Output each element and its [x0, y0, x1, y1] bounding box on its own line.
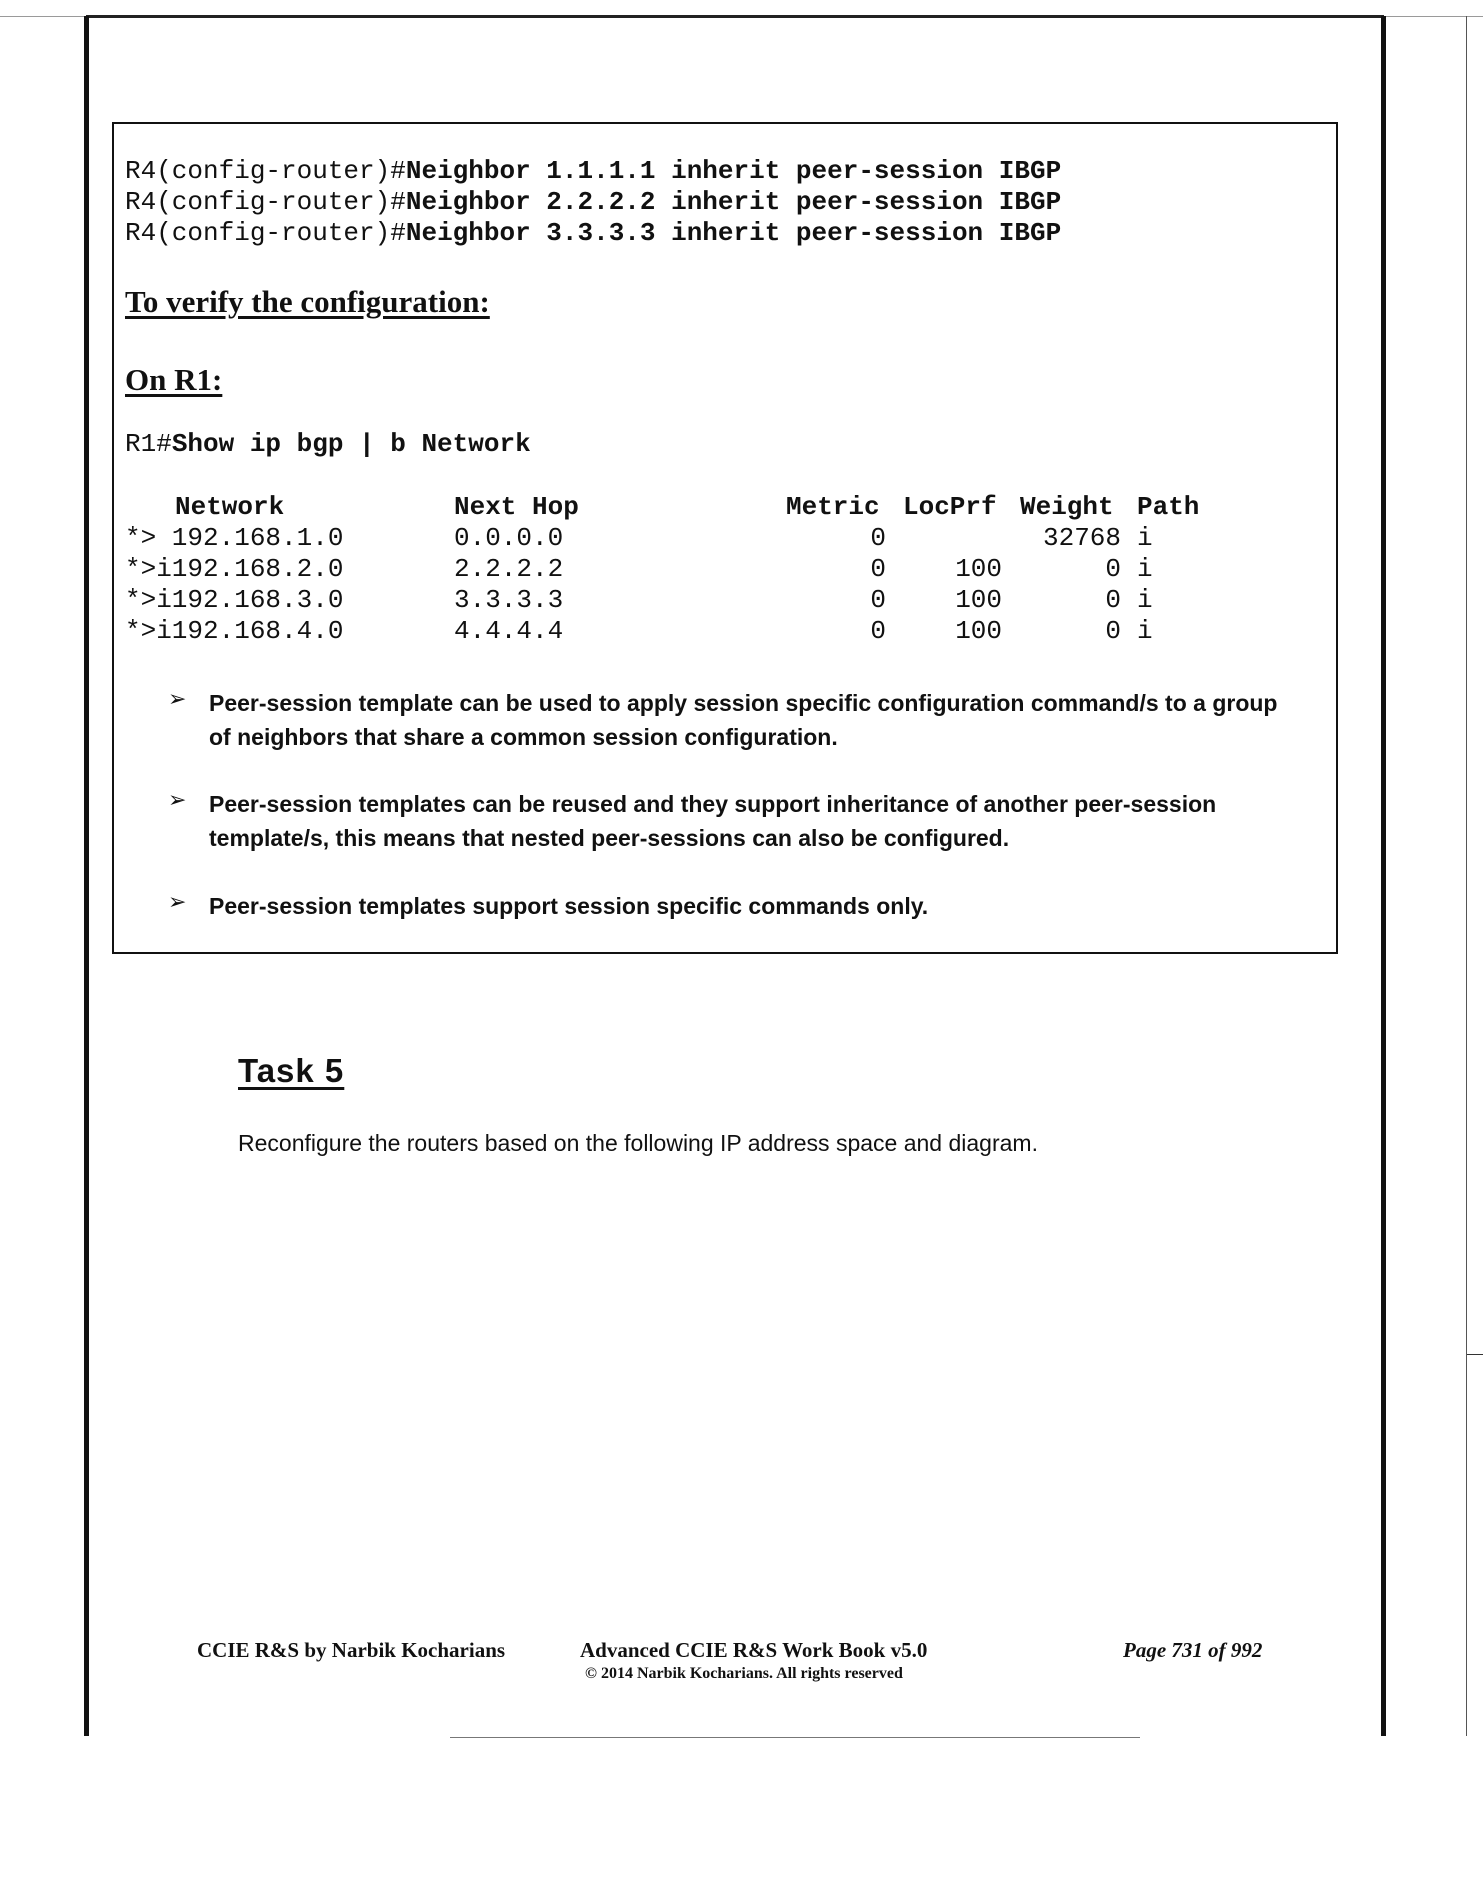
page-left-border	[84, 16, 89, 1736]
cell-next-hop: 3.3.3.3	[454, 585, 564, 615]
footer-copyright: © 2014 Narbik Kocharians. All rights reserved	[585, 1665, 903, 1682]
header-next-hop: Next Hop	[454, 492, 579, 522]
cell-weight: 0	[1105, 616, 1121, 646]
cell-locprf: 100	[955, 554, 1002, 584]
page-bottom-rule	[450, 1737, 1140, 1738]
cell-weight: 0	[1105, 585, 1121, 615]
cell-locprf: 100	[955, 616, 1002, 646]
page-edge-line	[1466, 16, 1467, 1736]
cli-command: Neighbor 1.1.1.1 inherit peer-session IBGP	[405, 156, 1062, 186]
config-command-line	[125, 218, 1061, 249]
cell-metric: 0	[870, 616, 886, 646]
cell-network: *>i192.168.4.0	[125, 616, 344, 646]
cell-path: i	[1137, 523, 1153, 553]
cell-path: i	[1137, 554, 1153, 584]
config-command-line	[125, 156, 1061, 187]
show-command-line	[125, 429, 531, 460]
bullet-text: of neighbors that share a common session configuration.	[209, 724, 838, 750]
footer-book-title: Advanced CCIE R&S Work Book v5.0	[580, 1638, 928, 1662]
cell-weight: 0	[1105, 554, 1121, 584]
cli-prompt: R4(config-router)#	[125, 156, 406, 186]
cell-next-hop: 0.0.0.0	[454, 523, 564, 553]
cell-network: *>i192.168.3.0	[125, 585, 344, 615]
arrow-bullet-icon: ➢	[168, 890, 187, 915]
bullet-text: Peer-session templates can be reused and they support inheritance of another peer-session	[209, 791, 1217, 817]
task-title: Task 5	[238, 1052, 345, 1089]
cli-prompt: R4(config-router)#	[125, 187, 406, 217]
cell-network: *> 192.168.1.0	[125, 523, 344, 553]
cell-weight: 32768	[1042, 523, 1121, 553]
header-network: Network	[175, 492, 285, 522]
header-path: Path	[1137, 492, 1200, 522]
bullet-text: Peer-session templates support session specific commands only.	[209, 893, 929, 919]
page-right-border	[1381, 16, 1386, 1736]
cli-prompt: R1#	[125, 429, 172, 459]
verify-heading: To verify the configuration:	[125, 284, 490, 319]
arrow-bullet-icon: ➢	[168, 687, 187, 712]
cli-command: Show ip bgp | b Network	[171, 429, 531, 459]
header-weight: Weight	[1020, 492, 1114, 522]
footer-author: CCIE R&S by Narbik Kocharians	[197, 1638, 506, 1662]
cli-command: Neighbor 2.2.2.2 inherit peer-session IBGP	[405, 187, 1062, 217]
footer-page-number: Page 731 of 992	[1123, 1638, 1263, 1662]
cell-locprf: 100	[955, 585, 1002, 615]
cli-prompt: R4(config-router)#	[125, 218, 406, 248]
cell-metric: 0	[870, 523, 886, 553]
on-r1-heading: On R1:	[125, 362, 223, 397]
cell-network: *>i192.168.2.0	[125, 554, 344, 584]
header-metric: Metric	[786, 492, 880, 522]
page-top-border	[86, 15, 1384, 18]
page-edge-tick	[1467, 1354, 1483, 1355]
cell-next-hop: 2.2.2.2	[454, 554, 564, 584]
bgp-table	[0, 492, 1483, 652]
cell-path: i	[1137, 585, 1153, 615]
cli-command: Neighbor 3.3.3.3 inherit peer-session IBGP	[405, 218, 1062, 248]
cell-next-hop: 4.4.4.4	[454, 616, 564, 646]
bullet-text: template/s, this means that nested peer-sessions can also be configured.	[209, 825, 1010, 851]
cell-metric: 0	[870, 554, 886, 584]
config-command-line	[125, 187, 1061, 218]
task-description: Reconfigure the routers based on the following IP address space and diagram.	[238, 1130, 1038, 1156]
bullet-text: Peer-session template can be used to apply session specific configuration command/s to a group	[209, 690, 1278, 716]
header-locprf: LocPrf	[903, 492, 997, 522]
cell-path: i	[1137, 616, 1153, 646]
cell-metric: 0	[870, 585, 886, 615]
arrow-bullet-icon: ➢	[168, 788, 187, 813]
